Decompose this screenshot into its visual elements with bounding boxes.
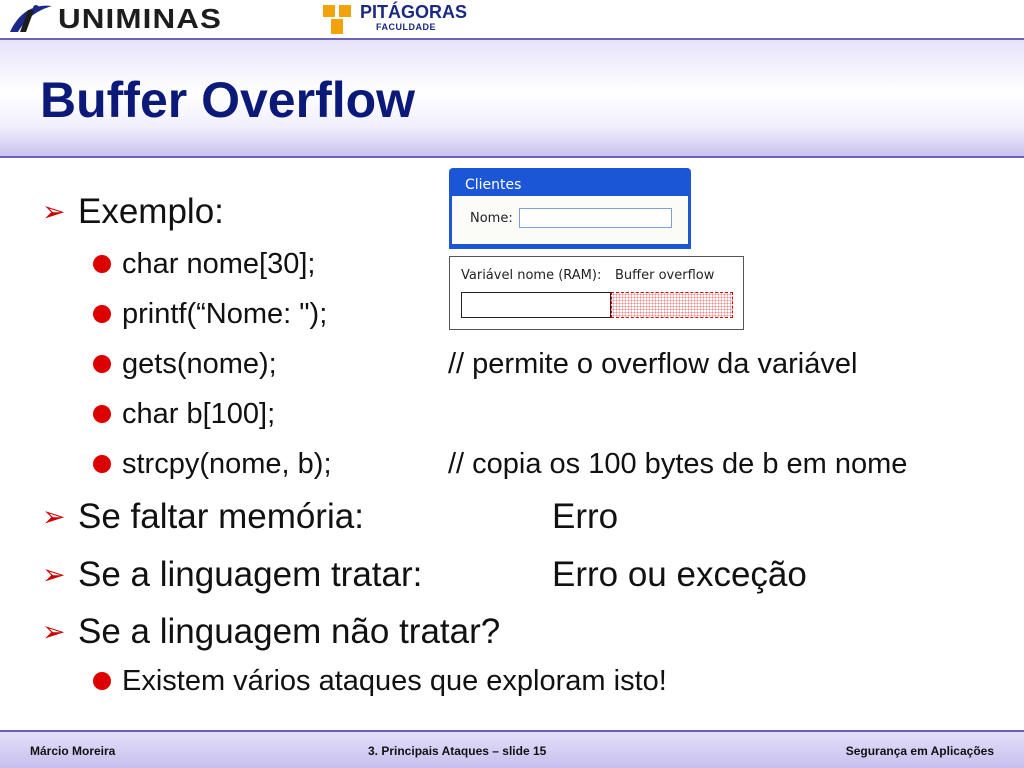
bullet-item: gets(nome); — [122, 348, 277, 380]
bullet-item: Se faltar memória: — [78, 497, 364, 536]
code-comment: // copia os 100 bytes de b em nome — [448, 448, 908, 480]
nome-input[interactable] — [519, 208, 672, 228]
arrow-bullet-icon: ➢ — [42, 616, 66, 647]
footer-slide-info: 3. Principais Ataques – slide 15 — [368, 744, 547, 758]
bullet-result: Erro ou exceção — [552, 555, 807, 594]
bullet-item: char nome[30]; — [122, 248, 316, 280]
bullet-item: Existem vários ataques que exploram isto! — [122, 665, 667, 697]
slide-title: Buffer Overflow — [40, 72, 416, 128]
ram-diagram — [449, 256, 744, 330]
bullet-item: printf(“Nome: "); — [122, 298, 328, 330]
buffer-overflow-label: Buffer overflow — [615, 268, 715, 283]
dot-bullet-icon — [93, 255, 111, 273]
arrow-bullet-icon: ➢ — [42, 501, 66, 532]
bullet-item: strcpy(nome, b); — [122, 448, 332, 480]
bullet-item: char b[100]; — [122, 398, 276, 430]
dot-bullet-icon — [93, 305, 111, 323]
bullet-item: Exemplo: — [78, 192, 224, 231]
bullet-item: Se a linguagem tratar: — [78, 555, 423, 594]
window-title: Clientes — [465, 177, 522, 193]
bullet-result: Erro — [552, 497, 619, 536]
nome-field-label: Nome: — [470, 211, 513, 226]
dot-bullet-icon — [93, 672, 111, 690]
window-body — [452, 196, 688, 244]
code-comment: // permite o overflow da variável — [448, 348, 858, 380]
arrow-bullet-icon: ➢ — [42, 196, 66, 227]
arrow-bullet-icon: ➢ — [42, 559, 66, 590]
uniminas-logo-text: UNIMINAS — [58, 3, 223, 34]
footer-course: Segurança em Aplicações — [845, 744, 994, 758]
dot-bullet-icon — [93, 405, 111, 423]
pitagoras-logo-subtext: FACULDADE — [376, 22, 436, 32]
bullet-item: Se a linguagem não tratar? — [78, 612, 501, 651]
variable-ram-label: Variável nome (RAM): — [461, 268, 602, 283]
variable-memory-box — [461, 292, 611, 318]
clientes-window — [449, 168, 691, 249]
slide-footer — [0, 730, 1024, 768]
pitagoras-logo-text: PITÁGORAS — [360, 2, 468, 22]
dot-bullet-icon — [93, 355, 111, 373]
dot-bullet-icon — [93, 455, 111, 473]
footer-author: Márcio Moreira — [30, 744, 116, 758]
overflow-memory-box — [611, 292, 733, 318]
